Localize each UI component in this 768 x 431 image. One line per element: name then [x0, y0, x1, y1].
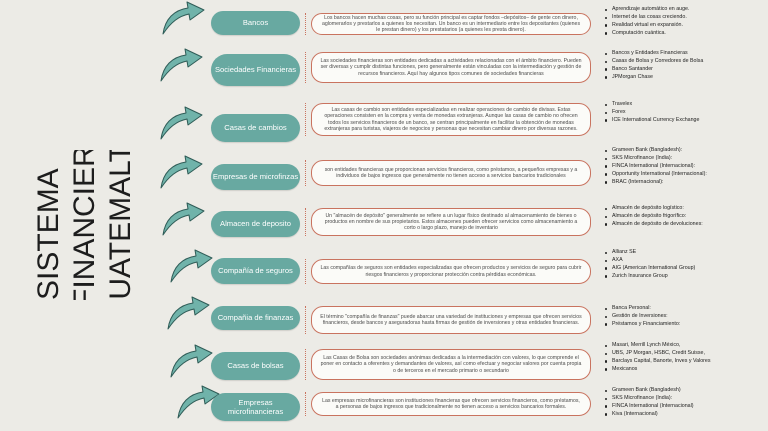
description-box: son entidades financieras que proporcionan servicios financieros, como préstamos, a pequeños empresas y a individuos de bajos ingresos que generalmente no tienen acceso a servicios bancarios tradicionales: [311, 160, 591, 186]
example-item: Banco Santander: [604, 66, 764, 74]
example-item: FINCA International (Internacional):: [604, 163, 764, 171]
example-item: FINCA International (Internacional): [604, 403, 764, 411]
example-item: Travelex: [604, 101, 764, 109]
category-label: Compañía de seguros: [211, 258, 300, 284]
curved-arrow-icon: [158, 44, 206, 84]
curved-arrow-icon: [160, 198, 208, 238]
title-line-2: FINANCIERO: [68, 150, 101, 300]
description-box: Las empresas microfinancieras son instituciones financieras que ofrecen servicios financieros, como préstamos, a personas de bajos ingresos que tradicionalmente no tienen acceso a servicios bancarios formales.: [311, 392, 591, 416]
example-item: Grameen Bank (Bangladesh): [604, 387, 764, 395]
example-item: Almacén de depósito logístico:: [604, 205, 764, 213]
category-label: Empresas microfinancieras: [211, 393, 300, 421]
example-item: Almacén de depósito frigorífico:: [604, 213, 764, 221]
example-item: Opportunity International (Internacional):: [604, 171, 764, 179]
examples-list: [604, 305, 764, 329]
example-item: Forex: [604, 109, 764, 117]
examples-list: [604, 342, 764, 374]
example-item: Computación cuántica.: [604, 30, 764, 38]
curved-arrow-icon: [168, 245, 216, 285]
description-box: Las sociedades financieras son entidades dedicadas a actividades relacionadas con el ámbito financiero. Pueden ser diversas y cumplir distintas funciones, pero generalmente están vinculadas con la intermediación y gestión de recursos financieros. Aquí hay algunos tipos comunes de sociedades financieras: [311, 52, 591, 83]
example-item: AIG (American International Group): [604, 265, 764, 273]
curved-arrow-icon: [168, 340, 216, 380]
example-item: BRAC (Internacional):: [604, 179, 764, 187]
diagram-title: [8, 150, 148, 300]
category-label: Casas de cambios: [211, 114, 300, 142]
curved-arrow-icon: [158, 151, 206, 191]
category-label: Almacen de deposito: [211, 211, 300, 237]
example-item: Zurich Insurance Group: [604, 273, 764, 281]
description-box: Las compañías de seguros son entidades especializadas que ofrecen productos y servicios de seguro para cubrir riesgos financieros y proporcionar protección contra pérdidas económicas.: [311, 259, 591, 284]
example-item: Kiva (Internacional): [604, 411, 764, 419]
example-item: Masari, Merrill Lynch México,: [604, 342, 764, 350]
examples-list: [604, 101, 764, 125]
example-item: SKS Microfinance (India):: [604, 395, 764, 403]
example-item: Internet de las cosas creciendo.: [604, 14, 764, 22]
examples-list: [604, 205, 764, 229]
category-label: Empresas de microfinzas: [211, 164, 300, 190]
example-item: Gestión de Inversiones:: [604, 313, 764, 321]
category-label: Casas de bolsas: [211, 352, 300, 380]
category-label: Bancos: [211, 11, 300, 35]
category-label: Compañia de finanzas: [211, 306, 300, 330]
curved-arrow-icon: [158, 102, 206, 142]
example-item: UBS, JP Morgan, HSBC, Credit Suisse,: [604, 350, 764, 358]
example-item: Banca Personal:: [604, 305, 764, 313]
title-line-1: SISTEMA: [32, 168, 65, 300]
example-item: Bancos y Entidades Financieras: [604, 50, 764, 58]
example-item: Grameen Bank (Bangladesh):: [604, 147, 764, 155]
example-item: Aprendizaje automático en auge.: [604, 6, 764, 14]
example-item: ICE International Currency Exchange: [604, 117, 764, 125]
example-item: Allianz SE: [604, 249, 764, 257]
examples-list: [604, 249, 764, 281]
example-item: Almacén de depósito de devoluciones:: [604, 221, 764, 229]
title-line-3: GUATEMALTECO: [104, 150, 137, 300]
description-box: El término "compañía de finanzas" puede abarcar una variedad de instituciones y empresas que ofrecen servicios financieros, desde bancos y aseguradoras hasta firmas de gestión de inversiones y otras entidades financieras.: [311, 306, 591, 334]
examples-list: [604, 50, 764, 82]
description-box: Las Casas de Bolsa son sociedades anónimas dedicadas a la intermediación con valores, lo que comprende el poner en contacto a oferentes y demandantes de valores, así como efectuar y negociar valores por cuenta propia o de terceros en el mercado primario o secundario: [311, 349, 591, 380]
example-item: Barclays Capital, Banorte, Inves y Valores: [604, 358, 764, 366]
example-item: AXA: [604, 257, 764, 265]
category-label: Sociedades Financieras: [211, 54, 300, 86]
example-item: Casas de Bolsa y Corredores de Bolsa: [604, 58, 764, 66]
curved-arrow-icon: [165, 292, 213, 332]
example-item: JPMorgan Chase: [604, 74, 764, 82]
example-item: Préstamos y Financiamiento:: [604, 321, 764, 329]
example-item: SKS Microfinance (India):: [604, 155, 764, 163]
example-item: Mexicanos: [604, 366, 764, 374]
curved-arrow-icon: [160, 0, 208, 37]
example-item: Realidad virtual en expansión.: [604, 22, 764, 30]
examples-list: [604, 6, 764, 38]
description-box: Un "almacén de depósito" generalmente se refiere a un lugar físico destinado al almacenamiento de bienes o productos en nombre de sus propietarios. Estos almacenes pueden ofrecer servicios como almacenamiento a corto o largo plazo, manejo de inventario: [311, 208, 591, 236]
description-box: Los bancos hacen muchas cosas, pero su función principal es captar fondos –depósitos– de gente con dinero, aglomerarlos y prestarlos a quienes los necesitan. Un banco es un intermediario entre los depositantes (quienes le prestan dinero) y los prestatarios (a quienes les presta dinero).: [311, 13, 591, 35]
examples-list: [604, 147, 764, 187]
description-box: Las casas de cambio son entidades especializadas en realizar operaciones de cambio de divisas. Estas operaciones consisten en la compra y venta de monedas extranjeras. Aunque las casas de cambio no ofrecen todos los servicios financieros de un banco, se centran principalmente en facilitar la obtención de monedas extranjeras para turistas, viajeros de negocios y personas que necesitan cambiar dinero por diversas razones.: [311, 103, 591, 136]
examples-list: [604, 387, 764, 419]
